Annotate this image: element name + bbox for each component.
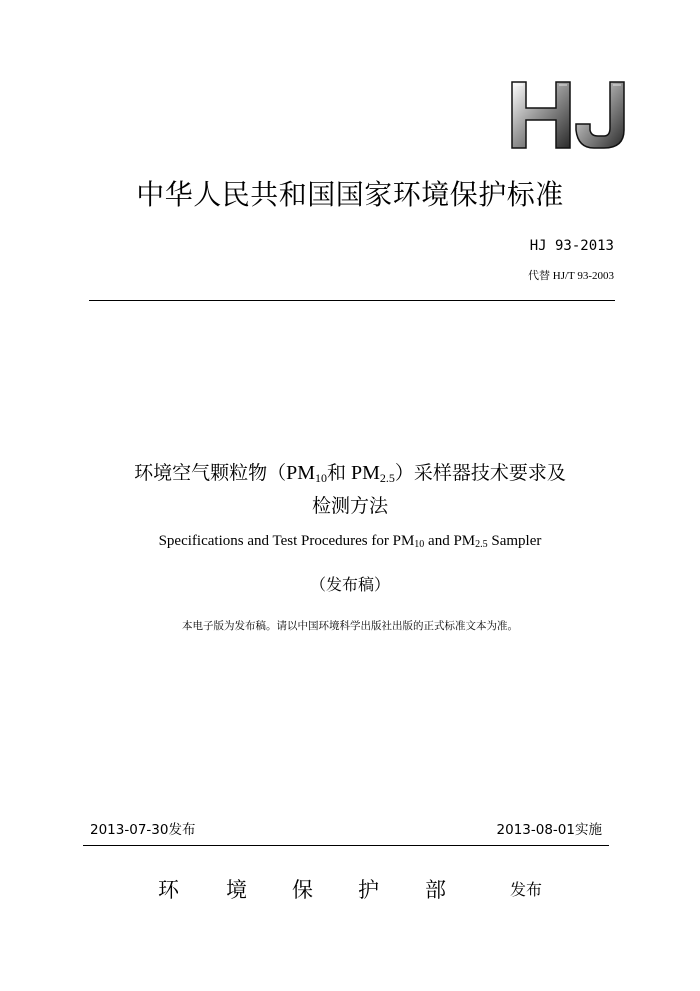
issuer-char: 环 (158, 878, 179, 902)
standard-title: 中华人民共和国国家环境保护标准 (136, 178, 564, 211)
top-divider (89, 300, 615, 301)
issued-label: 发布 (510, 880, 543, 899)
replaces-number: HJ/T 93-2003 (552, 270, 614, 282)
document-title (0, 457, 700, 523)
draft-label: （发布稿） (309, 575, 390, 594)
issuer-char: 护 (358, 878, 379, 902)
standard-number: HJ 93-2013 (529, 238, 614, 254)
title-line-1: 环境空气颗粒物（$PM_{10}$和 $PM_{2.5}$）采样器技术要求及 (134, 462, 566, 485)
edition-note: 本电子版为发布稿。请以中国环境科学出版社出版的正式标准文本为准。 (182, 620, 518, 632)
bottom-divider (83, 845, 609, 846)
implement-date: 2013-08-01实施 (496, 822, 602, 838)
replaces-label: 代替 (528, 269, 551, 282)
issuer-char: 境 (226, 878, 247, 902)
publish-date: 2013-07-30发布 (90, 822, 196, 838)
english-title: Specifications and Test Procedures for $PM_{10}$ and $PM_{2.5}$ Sampler (158, 533, 542, 550)
hj-logo (508, 78, 634, 152)
issuer-char: 部 (425, 878, 446, 902)
replaces-line (528, 267, 614, 283)
title-line-2: 检测方法 (311, 495, 388, 517)
issuer-char: 保 (292, 878, 313, 902)
